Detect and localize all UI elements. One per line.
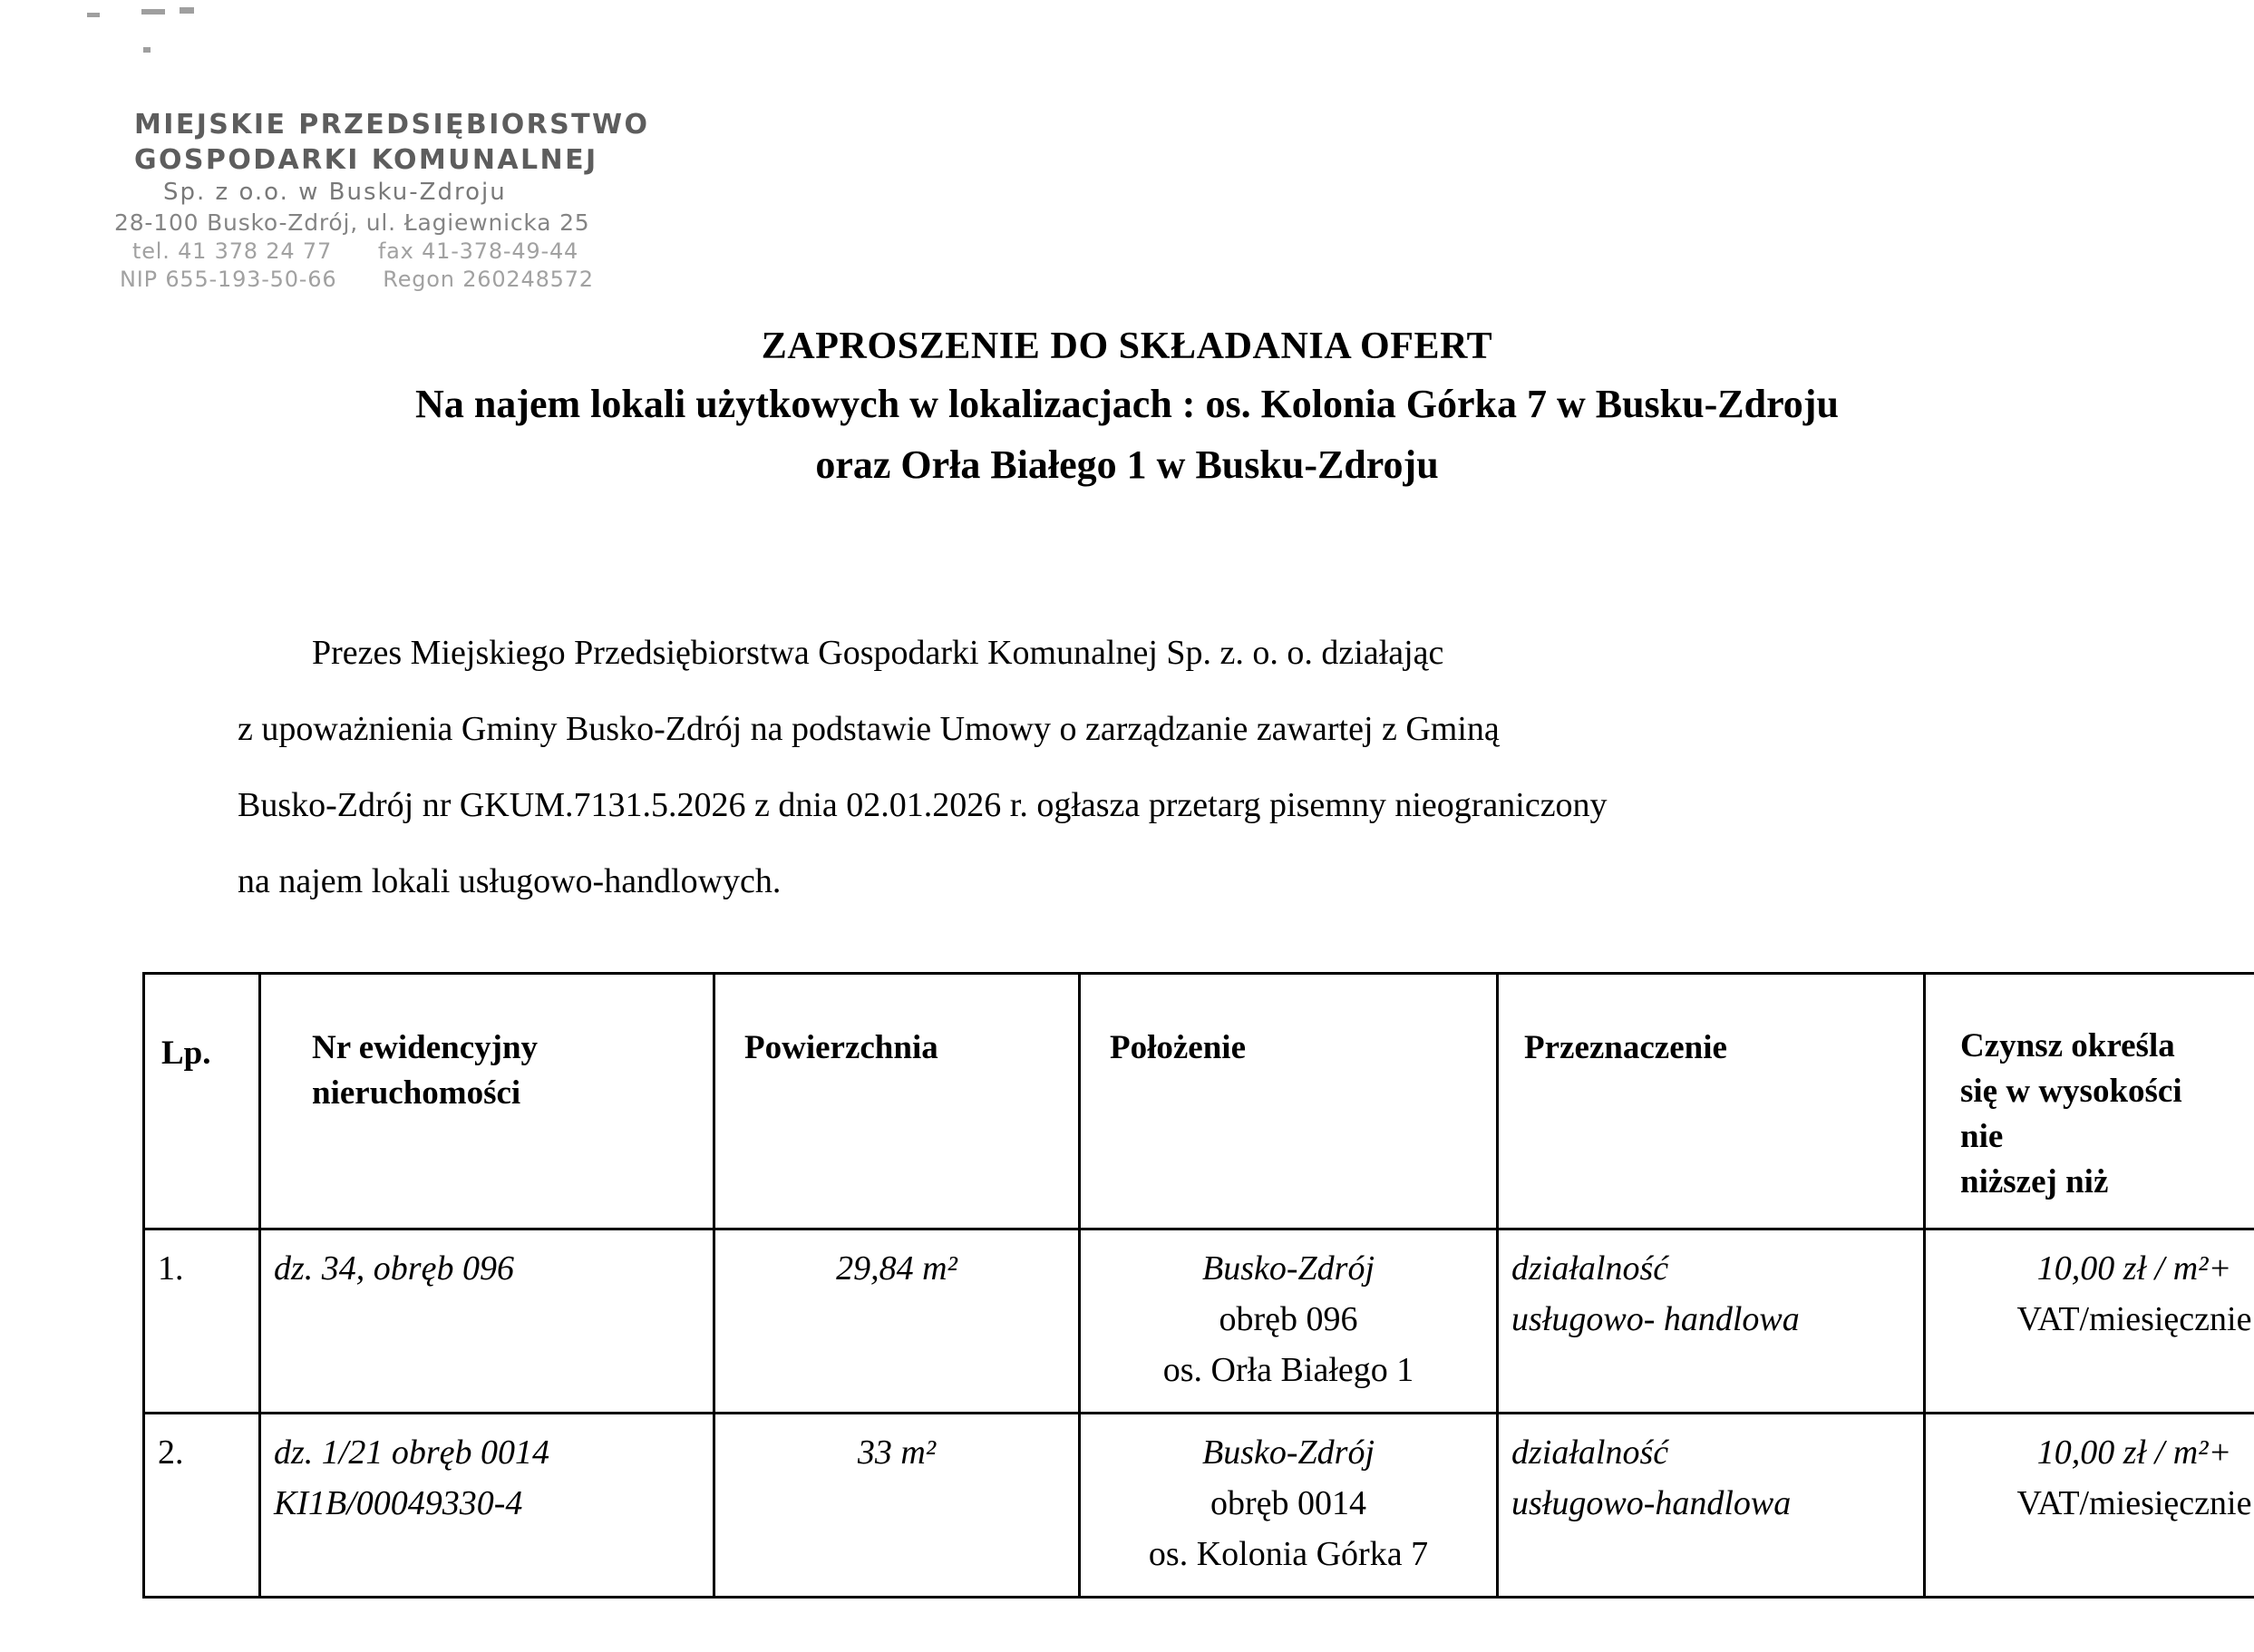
- cell-lp: 2.: [144, 1414, 260, 1598]
- stamp-company-line1: MIEJSKIE PRZEDSIĘBIORSTWO: [134, 109, 650, 141]
- column-header-rent: [1925, 974, 2254, 1229]
- column-header-location: [1080, 974, 1498, 1229]
- column-header-rent-line2: się w wysokości: [1960, 1073, 2182, 1110]
- offers-table-container: [142, 972, 2252, 1599]
- stamp-phone: tel. 41 378 24 77: [132, 238, 333, 265]
- cell-registry-number-line1: dz. 34, obręb 096: [274, 1249, 514, 1288]
- cell-rent: [1925, 1414, 2254, 1598]
- stamp-legal-form: Sp. z o.o. w Busku-Zdroju: [163, 179, 507, 206]
- document-subtitle-line1: Na najem lokali użytkowych w lokalizacjach : os. Kolonia Górka 7 w Busku-Zdroju: [415, 382, 1839, 426]
- scan-speck: [143, 47, 151, 53]
- cell-location-line2: obręb 0014: [1210, 1484, 1367, 1522]
- cell-area: 33 m²: [714, 1414, 1080, 1598]
- column-header-area-label: Powierzchnia: [744, 1029, 938, 1066]
- document-title: ZAPROSZENIE DO SKŁADANIA OFERT: [761, 326, 1493, 367]
- cell-rent-line1: 10,00 zł / m²+: [2036, 1249, 2232, 1288]
- cell-location-line3: os. Orła Białego 1: [1162, 1351, 1414, 1389]
- offers-table: [142, 972, 2254, 1599]
- cell-registry-number-line1: dz. 1/21 obręb 0014: [274, 1433, 549, 1472]
- stamp-phone-fax: [132, 238, 725, 266]
- cell-rent-line1: 10,00 zł / m²+: [2036, 1433, 2232, 1472]
- column-header-lp: [144, 974, 260, 1229]
- stamp-fax: fax 41-378-49-44: [377, 238, 579, 265]
- column-header-rent-line4: niższej niż: [1960, 1163, 2109, 1200]
- cell-rent: [1925, 1229, 2254, 1414]
- column-header-lp-label: Lp.: [161, 1035, 211, 1072]
- column-header-rent-line1: Czynsz określa: [1960, 1027, 2175, 1064]
- cell-registry-number-line2: KI1B/00049330-4: [274, 1484, 523, 1522]
- intro-paragraph: [238, 615, 2051, 919]
- table-body: [144, 1229, 2254, 1598]
- cell-purpose-line2: usługowo-handlowa: [1511, 1484, 1792, 1522]
- cell-registry-number: [260, 1414, 714, 1598]
- table-row: [144, 1414, 2254, 1598]
- cell-purpose: [1498, 1414, 1925, 1598]
- cell-location-line2: obręb 096: [1219, 1300, 1358, 1338]
- cell-location: [1080, 1414, 1498, 1598]
- stamp-company-line2: GOSPODARKI KOMUNALNEJ: [134, 144, 598, 176]
- cell-area: 29,84 m²: [714, 1229, 1080, 1414]
- column-header-rent-line3: nie: [1960, 1118, 2004, 1155]
- cell-registry-number: [260, 1229, 714, 1414]
- intro-line-3: Busko-Zdrój nr GKUM.7131.5.2026 z dnia 02.01.2026 r. ogłasza przetarg pisemny nieograniczony: [238, 786, 1608, 824]
- document-subtitle-line2: oraz Orła Białego 1 w Busku-Zdroju: [815, 442, 1439, 487]
- stamp-nip-regon: [120, 266, 725, 294]
- cell-rent-line2: VAT/miesięcznie: [2016, 1300, 2252, 1338]
- column-header-location-label: Położenie: [1110, 1029, 1247, 1066]
- intro-line-2: z upoważnienia Gminy Busko-Zdrój na podstawie Umowy o zarządzanie zawartej z Gminą: [238, 710, 1500, 748]
- scan-speck: [87, 13, 100, 17]
- cell-location-line1: Busko-Zdrój: [1202, 1433, 1375, 1472]
- intro-line-4: na najem lokali usługowo-handlowych.: [238, 862, 782, 900]
- column-header-registry-number-line2: nieruchomości: [312, 1074, 521, 1112]
- column-header-registry-number-line1: Nr ewidencyjny: [312, 1029, 539, 1066]
- intro-line-1: Prezes Miejskiego Przedsiębiorstwa Gospodarki Komunalnej Sp. z. o. o. działając: [312, 634, 1444, 672]
- cell-rent-line2: VAT/miesięcznie: [2016, 1484, 2252, 1522]
- cell-lp: 1.: [144, 1229, 260, 1414]
- cell-purpose-line1: działalność: [1511, 1249, 1669, 1288]
- cell-location-line1: Busko-Zdrój: [1202, 1249, 1375, 1288]
- table-header: [144, 974, 2254, 1229]
- column-header-registry-number: [260, 974, 714, 1229]
- scan-speck: [141, 9, 165, 15]
- cell-location-line3: os. Kolonia Górka 7: [1148, 1535, 1429, 1573]
- scan-speck: [180, 7, 194, 14]
- column-header-purpose: [1498, 974, 1925, 1229]
- stamp-regon: Regon 260248572: [383, 267, 594, 293]
- stamp-address: 28-100 Busko-Zdrój, ul. Łagiewnicka 25: [114, 209, 590, 236]
- cell-location: [1080, 1229, 1498, 1414]
- table-row: [144, 1229, 2254, 1414]
- company-stamp: [109, 107, 725, 295]
- column-header-area: [714, 974, 1080, 1229]
- table-header-row: [144, 974, 2254, 1229]
- stamp-nip: NIP 655-193-50-66: [120, 267, 337, 293]
- cell-purpose-line2: usługowo- handlowa: [1511, 1300, 1800, 1338]
- cell-purpose-line1: działalność: [1511, 1433, 1669, 1472]
- column-header-purpose-label: Przeznaczenie: [1524, 1029, 1727, 1066]
- cell-purpose: [1498, 1229, 1925, 1414]
